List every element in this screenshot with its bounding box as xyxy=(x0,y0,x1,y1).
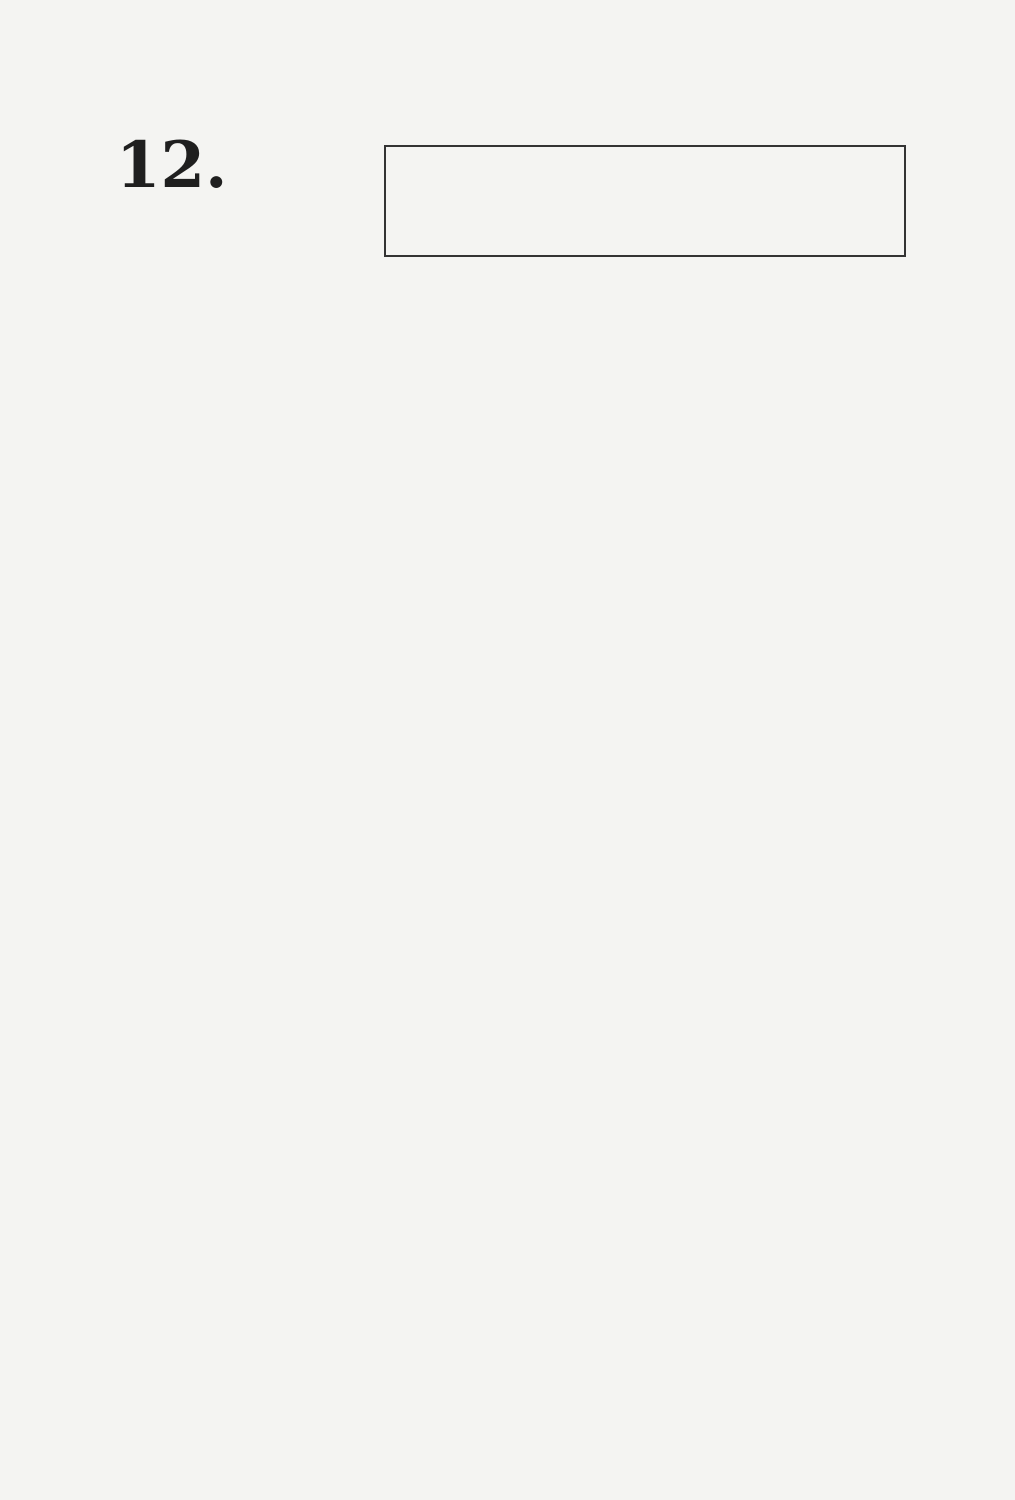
chapter-title-box xyxy=(384,145,906,257)
chapter-number: 12. xyxy=(116,128,228,203)
